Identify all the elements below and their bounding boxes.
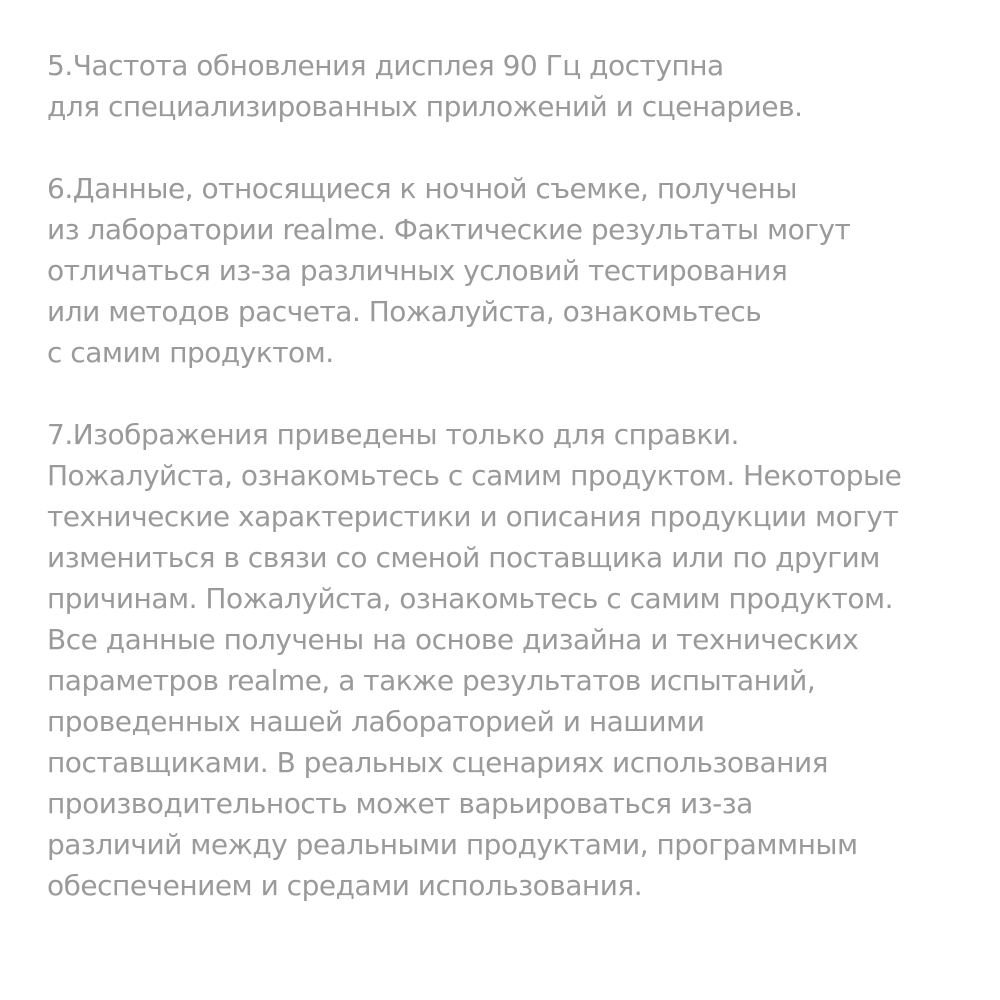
footnote-line: 6.Данные, относящиеся к ночной съемке, получены — [47, 172, 797, 205]
footnote-line: производительность может варьироваться из-за — [47, 787, 753, 820]
footnote-5 — [47, 45, 992, 127]
footnote-line: обеспечением и средами использования. — [47, 869, 643, 902]
footnote-line: поставщиками. В реальных сценариях использования — [47, 746, 828, 779]
footnote-line: из лаборатории realme. Фактические результаты могут — [47, 213, 851, 246]
footnote-line: технические характеристики и описания продукции могут — [47, 500, 899, 533]
footnote-line: проведенных нашей лабораторией и нашими — [47, 705, 705, 738]
footnote-6 — [47, 168, 992, 373]
footnote-line: Все данные получены на основе дизайна и технических — [47, 623, 859, 656]
footnote-line: параметров realme, а также результатов испытаний, — [47, 664, 816, 697]
footnote-line: для специализированных приложений и сценариев. — [47, 90, 803, 123]
footnote-line: причинам. Пожалуйста, ознакомьтесь с самим продуктом. — [47, 582, 893, 615]
footnote-line: или методов расчета. Пожалуйста, ознакомьтесь — [47, 295, 762, 328]
footnote-line: 5.Частота обновления дисплея 90 Гц доступна — [47, 49, 724, 82]
footnote-line: 7.Изображения приведены только для справки. — [47, 418, 739, 451]
footnote-line: с самим продуктом. — [47, 336, 334, 369]
footnote-line: измениться в связи со сменой поставщика или по другим — [47, 541, 880, 574]
footnote-line: различий между реальными продуктами, программным — [47, 828, 858, 861]
footnotes-document — [47, 45, 992, 947]
footnote-7 — [47, 414, 992, 906]
footnote-line: отличаться из-за различных условий тестирования — [47, 254, 788, 287]
footnote-line: Пожалуйста, ознакомьтесь с самим продуктом. Некоторые — [47, 459, 902, 492]
